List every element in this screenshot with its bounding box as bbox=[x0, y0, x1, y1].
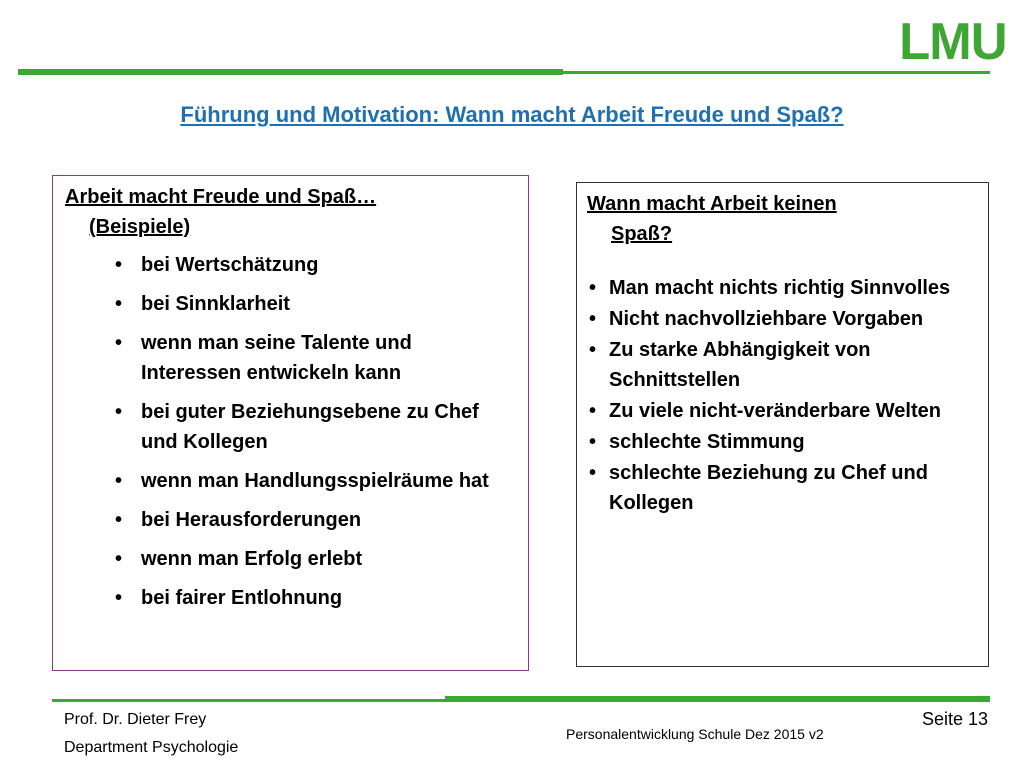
bullet-icon: • bbox=[589, 431, 597, 453]
header-rule-thick bbox=[18, 69, 563, 75]
list-item: • wenn man Handlungsspielräume hat bbox=[65, 466, 514, 496]
footer-author: Prof. Dr. Dieter Frey bbox=[64, 711, 207, 728]
footer-rule-thick bbox=[445, 696, 990, 702]
left-box-heading-line1: Arbeit macht Freude und Spaß… bbox=[65, 186, 377, 208]
header-rule-thin bbox=[563, 71, 990, 74]
bullet-icon: • bbox=[589, 462, 597, 484]
bullet-icon: • bbox=[589, 400, 597, 422]
list-item: • bei Herausforderungen bbox=[65, 505, 514, 535]
left-box-heading-line2: (Beispiele) bbox=[89, 216, 191, 238]
bullet-icon: • bbox=[115, 548, 123, 570]
left-box-heading bbox=[65, 182, 514, 242]
list-item: • schlechte Stimmung bbox=[587, 427, 978, 457]
list-item: • wenn man Erfolg erlebt bbox=[65, 544, 514, 574]
list-item: • Zu starke Abhängigkeit von Schnittstellen bbox=[587, 335, 978, 395]
footer-rule-thin bbox=[52, 699, 445, 702]
bullet-icon: • bbox=[115, 254, 123, 276]
page-number: Seite 13 bbox=[921, 709, 988, 729]
list-item: • bei guter Beziehungsebene zu Chef und Kollegen bbox=[65, 397, 514, 457]
bullet-icon: • bbox=[115, 401, 123, 423]
bullet-icon: • bbox=[589, 308, 597, 330]
list-item: • Nicht nachvollziehbare Vorgaben bbox=[587, 304, 978, 334]
right-box-list bbox=[587, 273, 978, 518]
list-item: • schlechte Beziehung zu Chef und Kollegen bbox=[587, 458, 978, 518]
left-box-list bbox=[65, 250, 514, 613]
right-box-heading-line1: Wann macht Arbeit keinen bbox=[587, 193, 837, 215]
right-box-heading-line2: Spaß? bbox=[611, 223, 673, 245]
bullet-icon: • bbox=[115, 470, 123, 492]
bullet-icon: • bbox=[115, 587, 123, 609]
list-item: • bei Wertschätzung bbox=[65, 250, 514, 280]
left-box-fun-examples bbox=[52, 175, 529, 671]
bullet-icon: • bbox=[115, 332, 123, 354]
list-item: • Man macht nichts richtig Sinnvolles bbox=[587, 273, 978, 303]
slide-title: Führung und Motivation: Wann macht Arbeit Freude und Spaß? bbox=[180, 102, 844, 127]
bullet-icon: • bbox=[589, 277, 597, 299]
lmu-logo: LMU bbox=[899, 13, 1007, 71]
bullet-icon: • bbox=[589, 339, 597, 361]
bullet-icon: • bbox=[115, 509, 123, 531]
list-item: • bei Sinnklarheit bbox=[65, 289, 514, 319]
bullet-icon: • bbox=[115, 293, 123, 315]
right-box-no-fun bbox=[576, 182, 989, 667]
list-item: • wenn man seine Talente und Interessen entwickeln kann bbox=[65, 328, 514, 388]
list-item: • Zu viele nicht-veränderbare Welten bbox=[587, 396, 978, 426]
right-box-heading bbox=[587, 189, 978, 249]
footer-department: Department Psychologie bbox=[64, 739, 239, 756]
list-item: • bei fairer Entlohnung bbox=[65, 583, 514, 613]
footer-course: Personalentwicklung Schule Dez 2015 v2 bbox=[566, 726, 824, 742]
